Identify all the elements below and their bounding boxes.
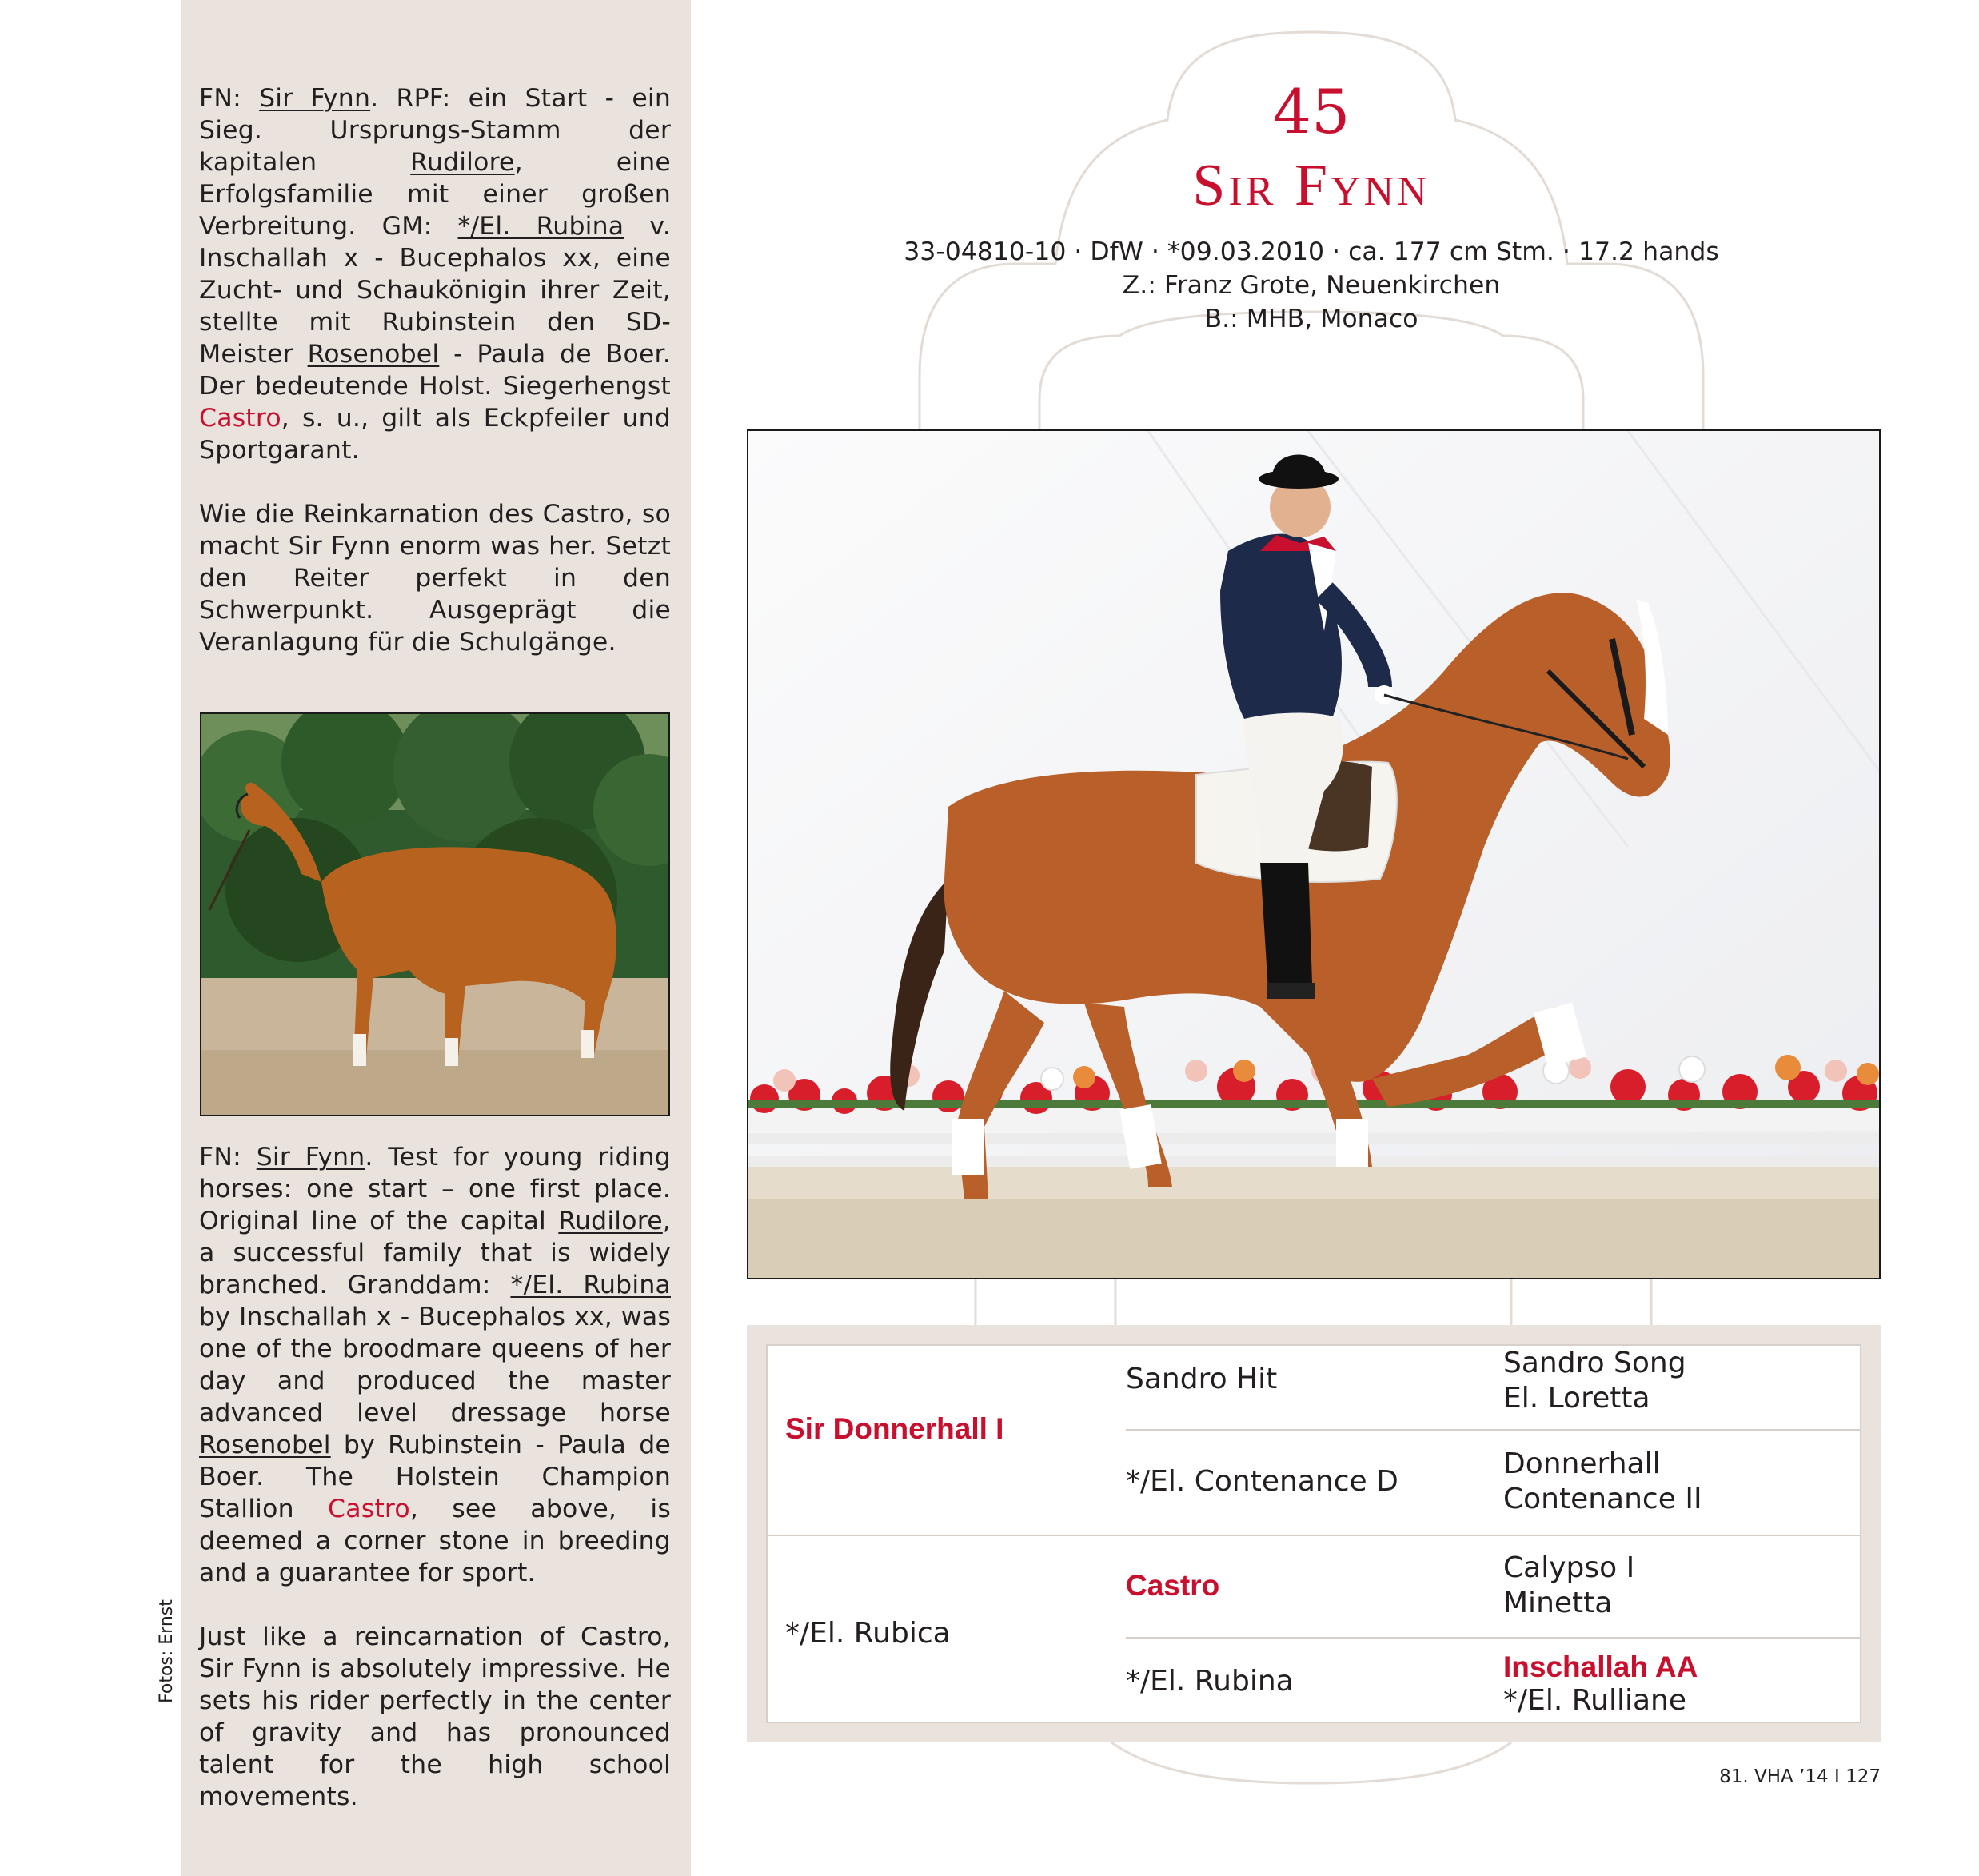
pedigree-dd-dam: */El. Rulliane: [1503, 1684, 1687, 1717]
english-description: [199, 1141, 671, 1845]
fn-label: FN:: [199, 84, 260, 113]
german-paragraph-1: [199, 82, 671, 466]
pedigree-dam-sire: Castro: [1126, 1569, 1220, 1602]
german-description: [199, 82, 671, 690]
pedigree-sire-sire: Sandro Hit: [1126, 1363, 1278, 1395]
horse-photo-riding: [747, 429, 1881, 1279]
link-rudilore: Rudilore: [558, 1207, 663, 1235]
pedigree-ds-sire: Calypso I: [1503, 1551, 1635, 1584]
text-segment: , s. u., gilt als Eckpfeiler und Sportgarant.: [199, 404, 671, 465]
pedigree-sd-dam: Contenance II: [1503, 1483, 1702, 1515]
text-segment: v. Inschallah x - Bucephalos xx, eine Zucht- und Schaukönigin ihrer Zeit, stellte mit Rubinstein den SD-Meister: [199, 212, 671, 369]
link-rubina: */El. Rubina: [457, 212, 624, 241]
pedigree-divider: [1126, 1429, 1860, 1431]
pedigree-table: [766, 1344, 1861, 1723]
pedigree-ss-dam: El. Loretta: [1503, 1382, 1650, 1415]
link-sir-fynn: Sir Fynn: [259, 84, 371, 113]
pedigree-ss-sire: Sandro Song: [1503, 1347, 1686, 1379]
text-segment: by Inschallah x - Bucephalos xx, was one of the broodmare queens of her day and produced the master advanced level dressage horse: [199, 1303, 671, 1427]
pedigree-divider: [1126, 1637, 1860, 1639]
pedigree-dd-sire: Inschallah AA: [1503, 1650, 1698, 1683]
catalog-number: 45: [1272, 76, 1351, 147]
link-rosenobel: Rosenobel: [307, 340, 440, 369]
text-segment: . Test for young riding horses: one start – one first place. Original line of the capital: [199, 1143, 672, 1235]
text-segment: - Paula de Boer. Der bedeutende Holst. Siegerhengst: [199, 340, 672, 401]
german-paragraph-2: Wie die Reinkarnation des Castro, so macht Sir Fynn enorm was her. Setzt den Reiter perfekt in den Schwerpunkt. Ausgeprägt die Veranlagung für die Schulgänge.: [199, 500, 671, 657]
english-paragraph-1: [199, 1141, 671, 1589]
text-segment: , see above, is deemed a corner stone in breeding and a guarantee for sport.: [199, 1495, 671, 1587]
photo-credit: Fotos: Ernst: [157, 1599, 177, 1703]
dressage-rider-illustration: [748, 431, 1881, 1279]
castro-highlight: Castro: [199, 404, 281, 433]
text-segment: . RPF: ein Start - ein Sieg. Ursprungs-Stamm der kapitalen: [199, 84, 672, 177]
text-segment: by Rubinstein - Paula de Boer. The Holstein Champion Stallion: [199, 1431, 671, 1523]
castro-highlight: Castro: [328, 1495, 410, 1523]
registration-line: 33-04810-10 · DfW · *09.03.2010 · ca. 177 cm Stm. · 17.2 hands: [904, 237, 1719, 266]
link-rosenobel: Rosenobel: [199, 1431, 331, 1459]
pedigree-sd-sire: Donnerhall: [1503, 1447, 1661, 1480]
link-rudilore: Rudilore: [410, 148, 515, 177]
horse-photo-standing: [200, 712, 670, 1116]
english-paragraph-2: Just like a reincarnation of Castro, Sir Fynn is absolutely impressive. He sets his rider perfectly in the center of gravity and has pronounced talent for the high school movements.: [199, 1623, 671, 1811]
pedigree-dam-dam: */El. Rubina: [1126, 1665, 1294, 1698]
pedigree-ds-dam: Minetta: [1503, 1587, 1613, 1619]
text-segment: , a successful family that is widely branched. Granddam:: [199, 1207, 671, 1299]
breeder-line: Z.: Franz Grote, Neuenkirchen: [1122, 271, 1501, 300]
pedigree-divider: [768, 1535, 1860, 1536]
horse-standing-illustration: [201, 714, 670, 1116]
link-sir-fynn: Sir Fynn: [256, 1143, 365, 1172]
fn-label: FN:: [199, 1143, 257, 1172]
page-number: 81. VHA ’14 I 127: [1719, 1766, 1881, 1787]
link-rubina: */El. Rubina: [510, 1271, 671, 1299]
horse-name-title: Sir Fynn: [1192, 153, 1430, 218]
pedigree-sire: Sir Donnerhall I: [785, 1412, 1004, 1445]
pedigree-dam: */El. Rubica: [785, 1617, 951, 1650]
text-segment: , eine Erfolgsfamilie mit einer großen Verbreitung. GM:: [199, 148, 671, 241]
pedigree-sire-dam: */El. Contenance D: [1126, 1465, 1398, 1498]
owner-line: B.: MHB, Monaco: [1204, 305, 1418, 333]
